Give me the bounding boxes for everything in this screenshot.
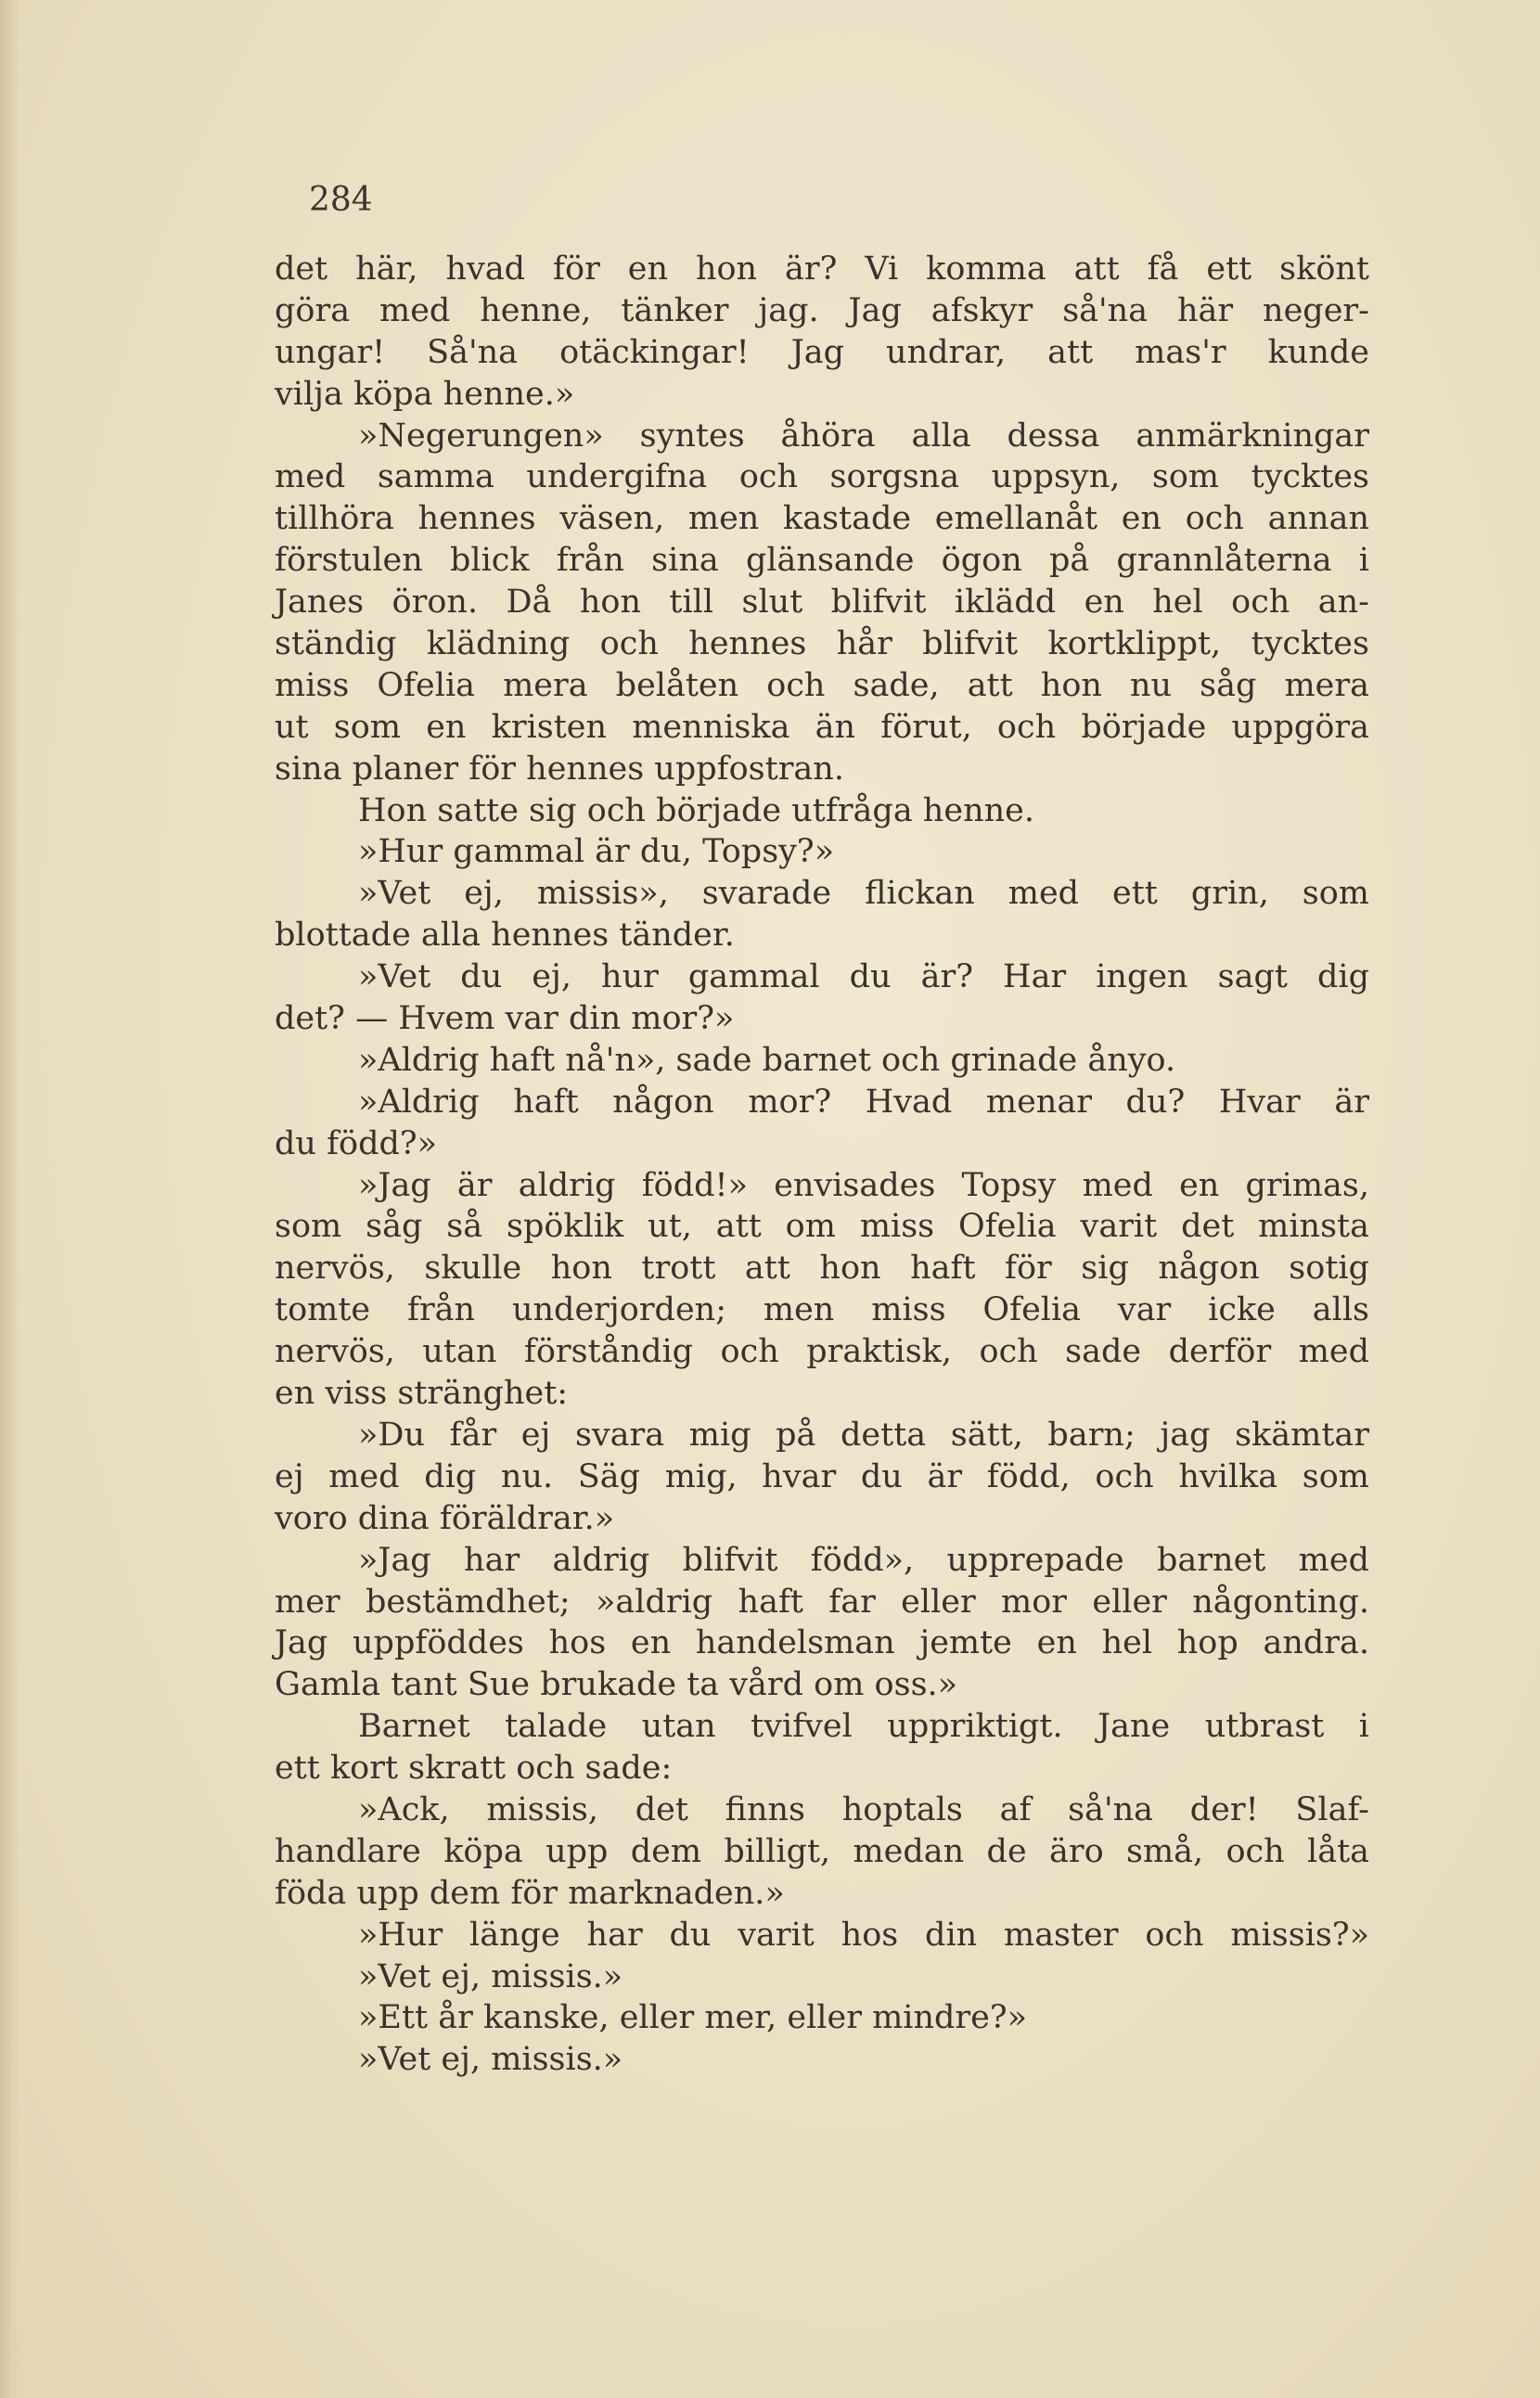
text-line: Gamla tant Sue brukade ta vård om oss.» [275, 1666, 958, 1704]
text-line: »Hur gammal är du, Topsy?» [358, 833, 835, 871]
text-line: »Vet ej, missis», svarade flickan med ett grin, som [358, 875, 1369, 913]
text-line: tomte från underjorden; men miss Ofelia var icke alls [275, 1291, 1369, 1329]
text-line: vilja köpa henne.» [275, 375, 575, 413]
page-left-edge-shadow [0, 0, 20, 2398]
text-line: miss Ofelia mera belåten och sade, att hon nu såg mera [275, 666, 1369, 704]
text-line: Janes öron. Då hon till slut blifvit iklädd en hel och an- [275, 583, 1369, 622]
text-line: »Jag har aldrig blifvit född», upprepade barnet med [358, 1541, 1369, 1579]
page-number: 284 [309, 181, 373, 219]
text-line: »Negerungen» syntes åhöra alla dessa anmärkningar [358, 417, 1369, 455]
text-line: blottade alla hennes tänder. [275, 917, 735, 955]
text-line: ett kort skratt och sade: [275, 1750, 673, 1788]
body-text [275, 249, 1369, 2081]
text-line: sina planer för hennes uppfostran. [275, 750, 844, 788]
text-line: du född?» [275, 1124, 438, 1162]
text-line: »Aldrig haft någon mor? Hvad menar du? Hvar är [358, 1083, 1369, 1121]
text-line: Hon satte sig och började utfråga henne. [358, 791, 1034, 829]
text-line: »Vet du ej, hur gammal du är? Har ingen sagt dig [358, 958, 1369, 996]
text-line: ej med dig nu. Säg mig, hvar du är född, och hvilka som [275, 1457, 1369, 1495]
text-line: göra med henne, tänker jag. Jag afskyr så'na här neger- [275, 291, 1369, 329]
text-line: Jag uppföddes hos en handelsman jemte en hel hop andra. [275, 1624, 1369, 1662]
text-line: som såg så spöklik ut, att om miss Ofelia varit det minsta [275, 1208, 1369, 1246]
text-line: »Hur länge har du varit hos din master och missis?» [358, 1916, 1369, 1954]
text-line: »Ett år kanske, eller mer, eller mindre?» [358, 1999, 1028, 2037]
text-line: ständig klädning och hennes hår blifvit kortklippt, tycktes [275, 625, 1369, 663]
text-line: mer bestämdhet; »aldrig haft far eller mor eller någonting. [275, 1583, 1369, 1621]
text-line: ut som en kristen menniska än förut, och började uppgöra [275, 708, 1369, 746]
text-line: »Du får ej svara mig på detta sätt, barn; jag skämtar [358, 1416, 1369, 1454]
text-line: »Aldrig haft nå'n», sade barnet och grinade ånyo. [358, 1041, 1176, 1079]
text-line: voro dina föräldrar.» [275, 1499, 615, 1537]
text-line: en viss stränghet: [275, 1375, 569, 1413]
text-line: »Ack, missis, det finns hoptals af så'na der! Slaf- [358, 1790, 1369, 1828]
text-line: förstulen blick från sina glänsande ögon på grannlåterna i [275, 542, 1369, 580]
text-line: det? — Hvem var din mor?» [275, 1000, 735, 1038]
text-line: nervös, utan förståndig och praktisk, och sade derför med [275, 1333, 1369, 1371]
text-line: handlare köpa upp dem billigt, medan de äro små, och låta [275, 1832, 1369, 1870]
text-line: med samma undergifna och sorgsna uppsyn, som tycktes [275, 458, 1369, 496]
text-line: »Jag är aldrig född!» envisades Topsy med en grimas, [358, 1166, 1369, 1204]
text-line: »Vet ej, missis.» [358, 1957, 623, 1995]
text-line: ungar! Så'na otäckingar! Jag undrar, att mas'r kunde [275, 333, 1369, 371]
text-line: Barnet talade utan tvifvel uppriktigt. Jane utbrast i [358, 1708, 1369, 1746]
text-line: föda upp dem för marknaden.» [275, 1874, 785, 1912]
text-line: nervös, skulle hon trott att hon haft för sig någon sotig [275, 1250, 1369, 1288]
text-line: det här, hvad för en hon är? Vi komma att få ett skönt [275, 250, 1369, 288]
text-line: »Vet ej, missis.» [358, 2041, 623, 2079]
text-line: tillhöra hennes väsen, men kastade emellanåt en och annan [275, 500, 1369, 538]
